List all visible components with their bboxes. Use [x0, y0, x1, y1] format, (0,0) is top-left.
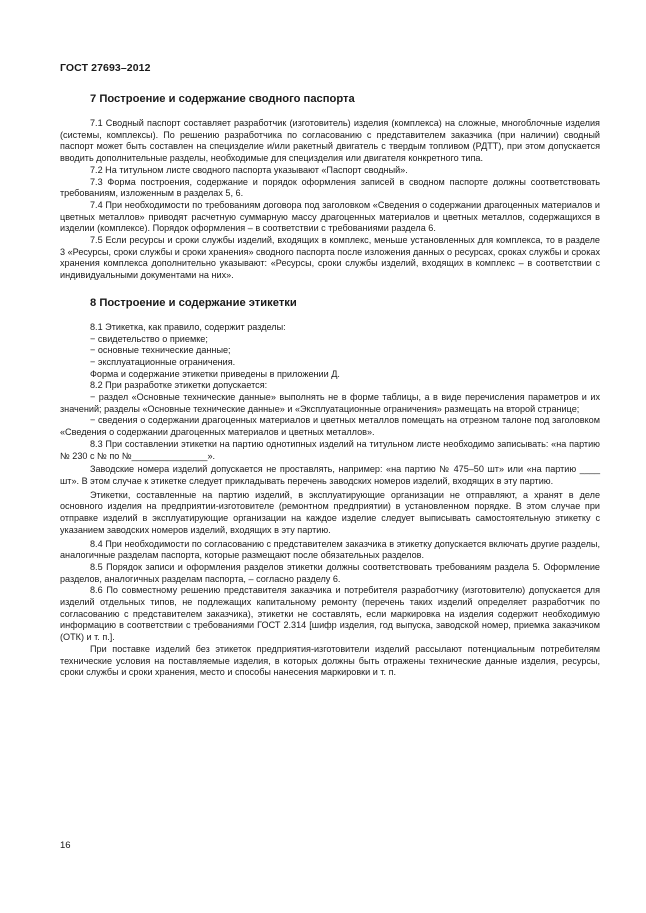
- paragraph-7-2: 7.2 На титульном листе сводного паспорта указывают «Паспорт сводный».: [90, 164, 408, 175]
- paragraph-7-3: 7.3 Форма построения, содержание и порядок оформления записей в сводном паспорте должны соответствовать требованиям, изложенным в разделах 5, 6.: [60, 176, 600, 199]
- standard-code: ГОСТ 27693–2012: [60, 62, 151, 74]
- list-item: − основные технические данные;: [90, 345, 231, 356]
- page-content: [60, 92, 600, 679]
- paragraph-7-5: 7.5 Если ресурсы и сроки службы изделий, входящих в комплекс, меньше установленных для комплекса, то в разделе 3 «Ресурсы, сроки службы и сроки хранения» сводного паспорта после изложения данных о ресурсах, сроках службы и сроках хранения комплекса дополнительно указывают: «Ресурсы, сроки службы изделий, входящих в комплекс – в соответствии с индивидуальными документами на них».: [60, 235, 600, 281]
- list-item: − свидетельство о приемке;: [90, 333, 208, 344]
- section-8-title: 8 Построение и содержание этикетки: [90, 296, 297, 309]
- paragraph-8-3: 8.3 При составлении этикетки на партию однотипных изделий на титульном листе необходимо записывать: «на партию № 230 с № по №_______________».: [60, 438, 600, 461]
- list-item: − сведения о содержании драгоценных материалов и цветных металлов помещать на отрезном талоне под заголовком «Сведения о содержании драгоценных материалов и цветных металлов».: [60, 415, 600, 438]
- paragraph-7-4: 7.4 При необходимости по требованиям договора под заголовком «Сведения о содержании драгоценных материалов и цветных металлов» приводят расчетную суммарную массу драгоценных материалов и цветных металлов, содержащихся в изделии (комплексе). Порядок оформления – в соответствии с требованиями раздела 6.: [60, 199, 600, 234]
- list-item: − раздел «Основные технические данные» выполнять не в форме таблицы, а в виде перечисления параметров и их значений; разделы «Основные технические данные» и «Эксплуатационные ограничения» размещать на второй странице;: [60, 392, 600, 414]
- paragraph-8-4: 8.4 При необходимости по согласованию с представителем заказчика в этикетку допускается включать другие разделы, аналогичные разделам паспорта, которые размещают после обязательных разделов.: [60, 538, 600, 561]
- paragraph-8-3-serials: Заводские номера изделий допускается не проставлять, например: «на партию № 475–50 шт» или «на партию ____ шт». В этом случае к этикетке следует прикладывать перечень заводских номеров изделий, входящих в эту партию.: [60, 464, 600, 486]
- paragraph-7-1: 7.1 Сводный паспорт составляет разработчик (изготовитель) изделия (комплекса) на сложные, многоблочные изделия (системы, комплексы). По решению разработчика по согласованию с представителем заказчика (при наличии) сводный паспорт может быть составлен на специзделие и/или ракетный двигатель с твердым топливом (РДТТ), при этом допускается вводить дополнительные разделы, необходимые для специзделия или двигателя конкретного типа.: [60, 118, 600, 164]
- paragraph-8-6: 8.6 По совместному решению представителя заказчика и потребителя разработчику (изготовителю) допускается для изделий отдельных типов, не подлежащих капитальному ремонту (перечень таких изделий определяет разработчик по согласованию с представителем заказчика), этикетки не составлять, если маркировка на изделия содержит необходимую информацию в соответствии с требованиями ГОСТ 2.314 [шифр изделия, год выпуска, заводской номер, приемка заказчиком (ОТК) и т. п.].: [60, 585, 600, 643]
- paragraph-8-6-delivery: При поставке изделий без этикеток предприятия-изготовители изделий рассылают потенциальным потребителям технические условия на поставляемые изделия, в которых должны быть отражены технические данные изделия, ресурсы, сроки службы и сроки хранения, место и способы нанесения маркировки и т. п.: [60, 643, 600, 678]
- paragraph-annex-ref: Форма и содержание этикетки приведены в приложении Д.: [90, 368, 340, 379]
- paragraph-8-3-batch: Этикетки, составленные на партию изделий, в эксплуатирующие организации не отправляют, а хранят в деле основного изделия на предприятии-изготовителе (ремонтном предприятии) в установленном порядке. В этом случае при отправке изделий в эксплуатирующие организации на каждое изделие следует выписывать самостоятельную этикетку с указанием заводских номеров изделий, входящих в эту партию.: [60, 489, 600, 535]
- section-7-title: 7 Построение и содержание сводного паспорта: [90, 93, 355, 105]
- paragraph-8-5: 8.5 Порядок записи и оформления разделов этикетки должны соответствовать требованиям раздела 5. Оформление разделов, аналогичных разделам паспорта, – согласно разделу 6.: [60, 561, 600, 584]
- paragraph-8-2: 8.2 При разработке этикетки допускается:: [90, 380, 268, 391]
- paragraph-8-1: 8.1 Этикетка, как правило, содержит разделы:: [90, 321, 286, 332]
- page-number: 16: [60, 840, 71, 851]
- list-item: − эксплуатационные ограничения.: [90, 356, 236, 367]
